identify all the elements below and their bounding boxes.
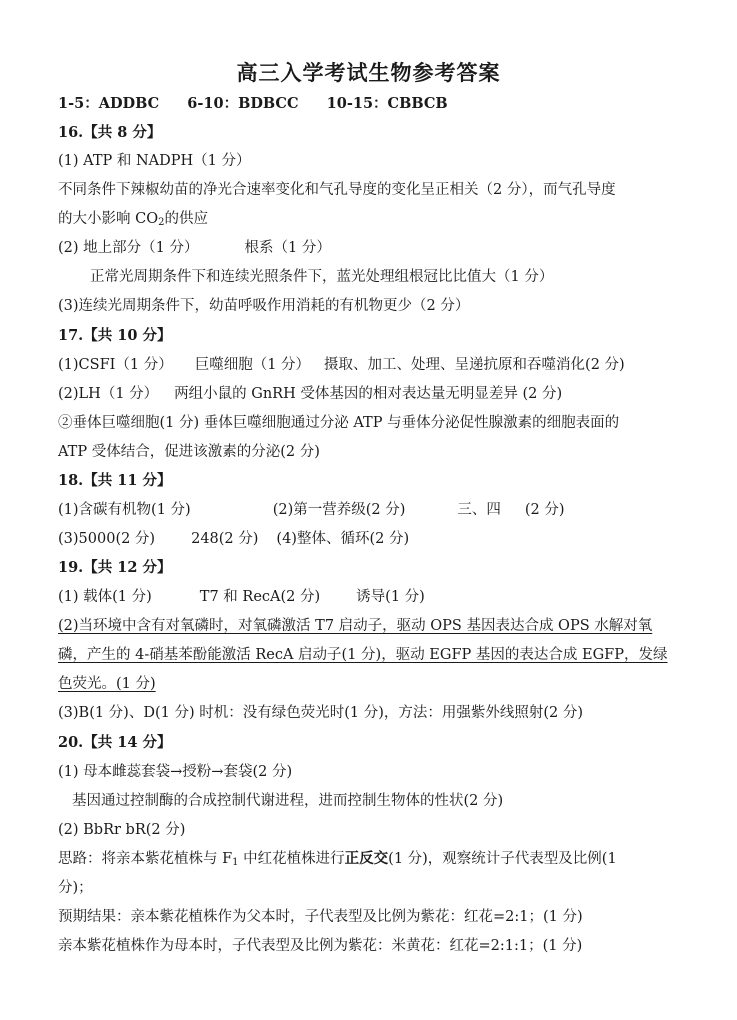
q17-heading: 17.【共 10 分】 <box>58 327 172 344</box>
q17-line4: ATP 受体结合，促进该激素的分泌(2 分) <box>58 444 320 460</box>
choice-answers <box>58 94 448 114</box>
q20-line7: 亲本紫花植株作为母本时，子代表型及比例为紫花：米黄花：红花=2:1:1；(1 分) <box>58 938 583 954</box>
q19-line2: (2)当环境中含有对氧磷时，对氧磷激活 T7 启动子，驱动 OPS 基因表达合成 OPS 水解对氧 <box>58 618 653 634</box>
q16-line4: (2) 地上部分（1 分） 根系（1 分） <box>58 240 331 256</box>
page-title: 高三入学考试生物参考答案 <box>236 60 501 85</box>
q16-line3: 的大小影响 $CO_2$的供应 <box>58 211 208 228</box>
q17-line2: (2)LH（1 分） 两组小鼠的 GnRH 受体基因的相对表达量无明显差异 (2 分) <box>58 386 563 402</box>
choice-6-10: 6-10：BDBCC <box>187 95 299 112</box>
q19-line3: 磷，产生的 4-硝基苯酚能激活 RecA 启动子(1 分)，驱动 EGFP 基因的表达合成 EGFP，发绿 <box>58 647 668 663</box>
q17-line1: (1)CSFI（1 分） 巨噬细胞（1 分） 摄取、加工、处理、呈递抗原和吞噬消化(2 分) <box>58 357 625 373</box>
q18-line1: (1)含碳有机物(1 分) (2)第一营养级(2 分) 三、四 (2 分) <box>58 502 565 518</box>
q20-line5: 分)； <box>58 880 93 896</box>
q20-line4: 思路：将亲本紫花植株与 $F_1$ 中红花植株进行正反交(1 分)，观察统计子代表型及比例(1 <box>58 850 617 868</box>
q20-line3: (2) BbRr bR(2 分) <box>58 822 186 838</box>
q20-heading: 20.【共 14 分】 <box>58 734 172 751</box>
q19-heading: 19.【共 12 分】 <box>58 559 172 576</box>
choice-1-5: 1-5：ADDBC <box>58 95 160 112</box>
q20-line6: 预期结果：亲本紫花植株作为父本时，子代表型及比例为紫花：红花=2:1；(1 分) <box>58 909 583 925</box>
q18-line2: (3)5000(2 分) 248(2 分) (4)整体、循环(2 分) <box>58 531 410 547</box>
q18-heading: 18.【共 11 分】 <box>58 472 172 489</box>
q16-heading: 16.【共 8 分】 <box>58 124 162 141</box>
choice-10-15: 10-15：CBBCB <box>326 95 448 112</box>
q16-line6: (3)连续光周期条件下，幼苗呼吸作用消耗的有机物更少（2 分） <box>58 298 470 314</box>
q19-line5: (3)B(1 分)、D(1 分) 时机：没有绿色荧光时(1 分)，方法：用强紫外线照射(2 分) <box>58 705 584 721</box>
q16-line5: 正常光周期条件下和连续光照条件下，蓝光处理组根冠比比值大（1 分） <box>90 269 554 285</box>
q16-line2: 不同条件下辣椒幼苗的净光合速率变化和气孔导度的变化呈正相关（2 分），而气孔导度 <box>58 182 616 198</box>
q17-line3: ②垂体巨噬细胞(1 分) 垂体巨噬细胞通过分泌 ATP 与垂体分泌促性腺激素的细胞表面的 <box>58 415 620 431</box>
q19-line4: 色荧光。(1 分) <box>58 676 156 692</box>
q20-line2: 基因通过控制酶的合成控制代谢进程，进而控制生物体的性状(2 分) <box>72 793 504 809</box>
q19-line1: (1) 载体(1 分) T7 和 RecA(2 分) 诱导(1 分) <box>58 589 425 605</box>
q16-line1: (1) ATP 和 NADPH（1 分） <box>58 153 251 169</box>
q20-line1: (1) 母本雌蕊套袋→授粉→套袋(2 分) <box>58 764 293 780</box>
